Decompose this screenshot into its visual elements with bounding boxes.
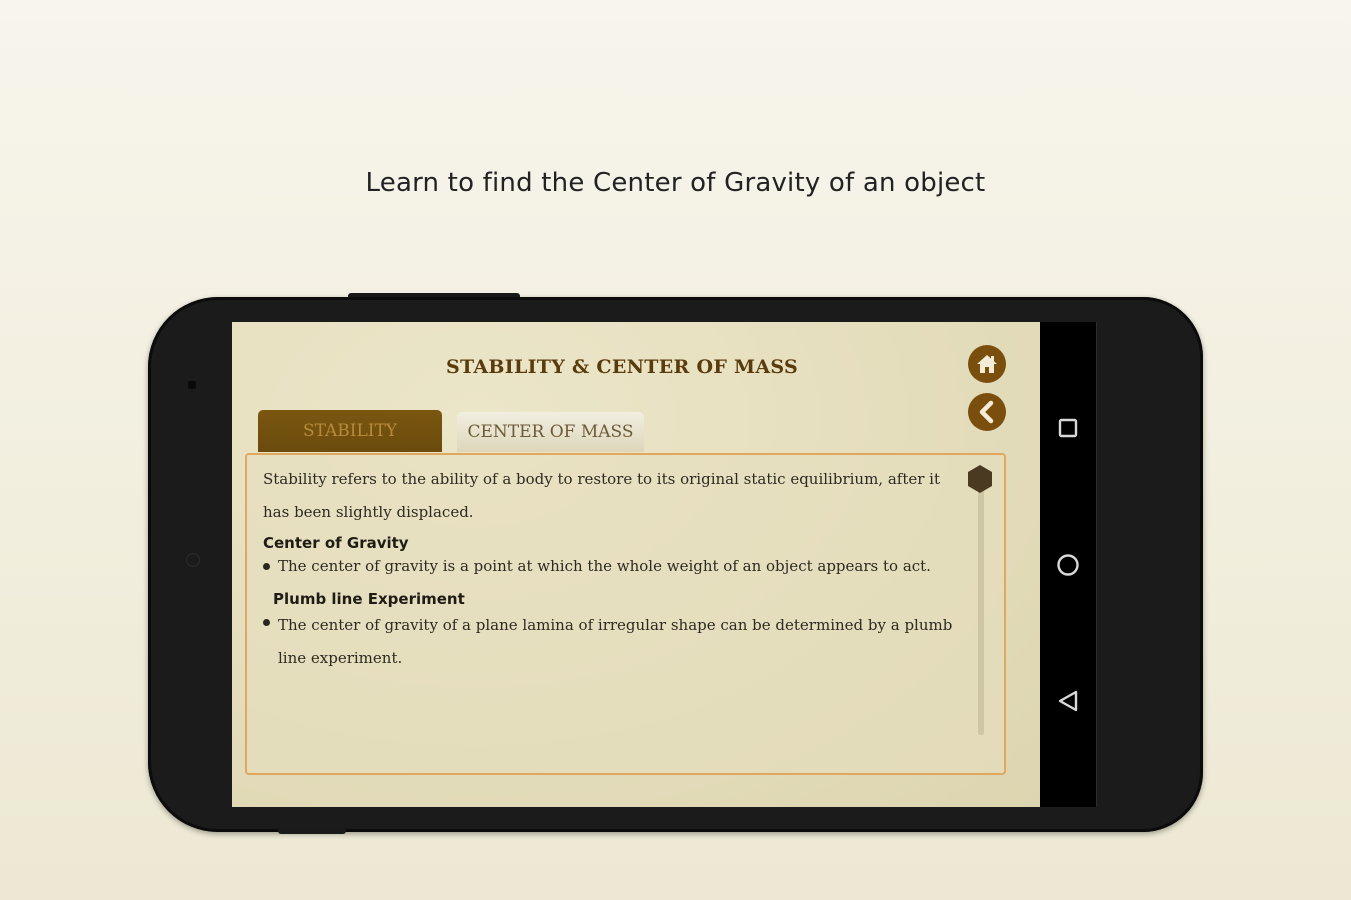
list-item: The center of gravity is a point at which the whole weight of an object appears to act. — [263, 553, 953, 579]
content-body — [263, 463, 953, 675]
android-nav-bar — [1040, 322, 1097, 807]
home-nav-button[interactable] — [1040, 552, 1096, 578]
scrollbar-thumb[interactable] — [968, 465, 992, 493]
page-title: STABILITY & CENTER OF MASS — [445, 356, 799, 378]
tab-center-of-mass[interactable]: CENTER OF MASS — [457, 412, 644, 452]
circle-icon — [1056, 553, 1080, 577]
phone-volume-button — [278, 828, 346, 834]
phone-camera — [188, 381, 196, 389]
home-button[interactable] — [968, 345, 1006, 383]
triangle-back-icon — [1057, 689, 1079, 713]
list-item: The center of gravity of a plane lamina of irregular shape can be determined by a plumb line experiment. — [263, 609, 953, 675]
intro-paragraph: Stability refers to the ability of a body to restore to its original static equilibrium, after it has been slightly displaced. — [263, 470, 941, 521]
bullet-icon — [263, 563, 270, 570]
back-button[interactable] — [968, 393, 1006, 431]
bullet-icon — [263, 619, 270, 626]
tab-stability[interactable]: STABILITY — [258, 410, 442, 452]
scrollbar-track[interactable] — [978, 485, 984, 735]
recents-button[interactable] — [1040, 416, 1096, 440]
section-heading: Plumb line Experiment — [273, 590, 465, 608]
content-panel — [245, 453, 1006, 775]
square-icon — [1058, 418, 1078, 438]
app-screen — [232, 322, 1040, 807]
section-heading: Center of Gravity — [263, 534, 409, 552]
home-icon — [975, 353, 999, 375]
phone-sensor — [186, 553, 200, 567]
chevron-left-icon — [976, 400, 998, 424]
promo-caption: Learn to find the Center of Gravity of an object — [365, 168, 986, 198]
back-nav-button[interactable] — [1040, 688, 1096, 714]
